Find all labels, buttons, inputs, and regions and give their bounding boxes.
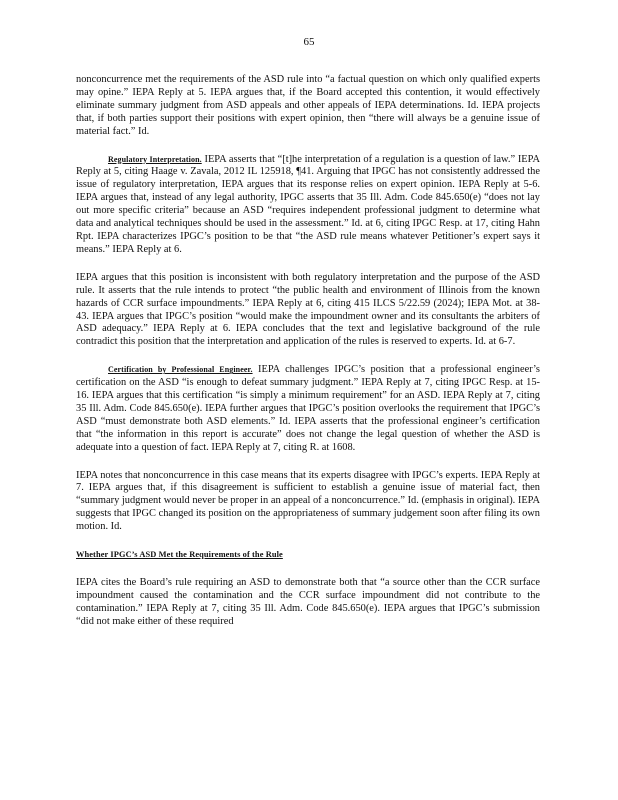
paragraph-inconsistent-position	[76, 272, 540, 349]
subheading-certification: Certification by Professional Engineer.	[108, 365, 253, 375]
paragraph-text: IEPA asserts that “[t]he interpretation of a regulation is a question of law.” IEPA Reply at 5, citing Haage v. Zavala, 2012 IL 125918, ¶41. Arguing that IPGC has not consistently addressed the issue of regulatory interpretation, IEPA argues that its response relies on expert opinion. IEPA Reply at 5-6. IEPA argues that, instead of any legal authority, IPGC asserts that 35 Ill. Adm. Code 845.650(e) “does not lay out more specific criteria” because an ASD “requires independent professional judgment to determine what data and analytical techniques should be used in the assessment.” Id. at 6, citing IPGC Resp. at 17, citing Hahn Rpt. IEPA characterizes IPGC’s position to be that “the ASD rule means whatever Petitioner’s expert says it means.” IEPA Reply at 6.	[76, 153, 540, 255]
paragraph-regulatory-interpretation	[76, 154, 540, 257]
section-heading-asd-requirements: Whether IPGC’s ASD Met the Requirements of the Rule	[76, 550, 283, 560]
document-body	[76, 74, 540, 644]
paragraph-summary-judgment	[76, 74, 540, 139]
paragraph-text: IEPA argues that this position is inconsistent with both regulatory interpretation and the purpose of the ASD rule. It asserts that the rule intends to protect “the public health and environment of Illinois from the known hazards of CCR surface impoundments.” IEPA Reply at 6, citing 415 ILCS 5/22.59 (2024); IEPA Mot. at 38-43. IEPA argues that IPGC’s position “would make the impoundment owner and its consultants the arbiters of ASD adequacy.” IEPA Reply at 6. IEPA concludes that the text and legislative background of the rule contradict this position that the interpretation and application of the rules is reserved to experts. Id. at 6-7.	[76, 271, 540, 348]
paragraph-text: IEPA cites the Board’s rule requiring an ASD to demonstrate both that “a source other than the CCR surface impoundment caused the contamination and the CCR surface impoundment did not contribute to the contamination.” IEPA Reply at 7, citing 35 Ill. Adm. Code 845.650(e). IEPA argues that IPGC’s submission “did not make either of these required	[76, 577, 540, 627]
paragraph-nonconcurrence	[76, 470, 540, 535]
paragraph-text: IEPA challenges IPGC’s position that a professional engineer’s certification on the ASD “is enough to defeat summary judgment.” IEPA Reply at 7, citing IPGC Resp. at 15-16. IEPA argues that this certification “is simply a minimum requirement” for an ASD. IEPA Reply at 7, citing 35 Ill. Adm. Code 845.650(e). IEPA further argues that IPGC’s position overlooks the requirement that IPGC’s ASD “must demonstrate both ASD elements.” Id. IEPA asserts that the professional engineer’s certification that “the information in this report is accurate” does not change the legal question of whether the ASD is adequate into a question of fact. IEPA Reply at 7, citing R. at 1608.	[76, 364, 540, 453]
paragraph-text: nonconcurrence met the requirements of the ASD rule into “a factual question on which only qualified experts may opine.” IEPA Reply at 5. IEPA argues that, if the Board accepted this contention, it would effectively eliminate summary judgment from ASD appeals and other appeals of IEPA determinations. Id. IEPA projects that, if both parties support their positions with expert opinion, then “there will always be a genuine issue of material fact.” Id.	[76, 74, 540, 137]
subheading-regulatory-interpretation: Regulatory Interpretation.	[108, 154, 202, 164]
paragraph-board-rule	[76, 577, 540, 629]
paragraph-certification	[76, 364, 540, 454]
paragraph-text: IEPA notes that nonconcurrence in this case means that its experts disagree with IPGC’s experts. IEPA Reply at 7. IEPA argues that, if this disagreement is sufficient to establish a genuine issue of material fact, then “summary judgment would never be proper in an appeal of a nonconcurrence.” Id. (emphasis in original). IEPA suggests that IPGC changed its position on the appropriateness of summary judgement soon after filing its own motion. Id.	[76, 469, 540, 533]
page-number: 65	[303, 36, 315, 48]
